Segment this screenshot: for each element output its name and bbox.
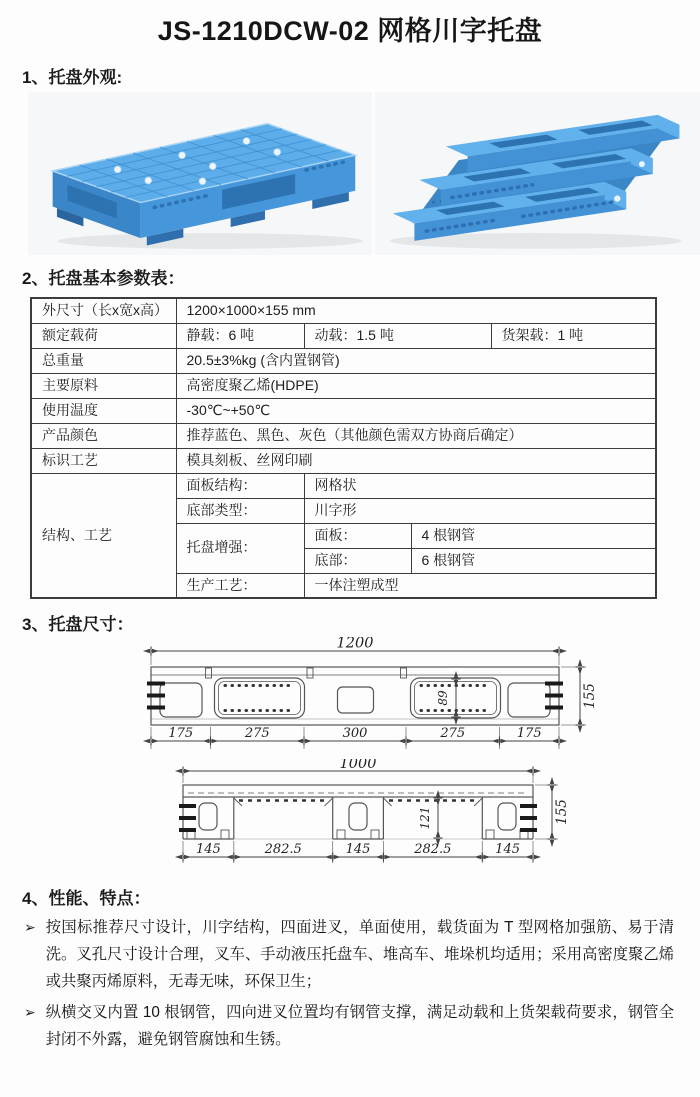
spec-material-label: 主要原料 bbox=[31, 373, 176, 398]
pallet-body-outline bbox=[151, 667, 559, 725]
spec-temp-label: 使用温度 bbox=[31, 398, 176, 423]
arrow-bullet-icon: ➢ bbox=[24, 919, 36, 935]
drawing-1200-svg bbox=[94, 637, 614, 759]
dim-seg-3: 300 bbox=[342, 726, 368, 741]
dim-inner-89: 89 bbox=[436, 690, 450, 706]
section-features-heading: 4、性能、特点： bbox=[22, 889, 151, 908]
spec-process-value: 一体注塑成型 bbox=[304, 573, 656, 598]
spec-table bbox=[30, 297, 657, 599]
spec-process-label: 生产工艺： bbox=[176, 573, 304, 598]
dim-seg-1: 145 bbox=[195, 842, 221, 857]
feature-text: 纵横交叉内置 10 根钢管，四向进叉位置均有钢管支撑，满足动载和上货架载荷要求，钢管全封闭不外露，避免钢管腐蚀和生锈。 bbox=[45, 1003, 674, 1048]
drawing-1000-svg bbox=[138, 759, 578, 875]
pocket-dot-rows bbox=[225, 686, 490, 711]
dim-seg-5: 175 bbox=[516, 726, 542, 741]
spec-reinforce-panel-value: 4 根钢管 bbox=[411, 523, 656, 548]
spec-bottom-type-label: 底部类型： bbox=[176, 498, 304, 523]
dim-seg-1: 175 bbox=[168, 726, 194, 741]
dim-seg-2: 275 bbox=[244, 726, 270, 741]
dim-seg-3: 145 bbox=[345, 842, 371, 857]
spec-reinforce-bottom-label: 底部： bbox=[304, 548, 411, 573]
dim-total-1200: 1200 bbox=[336, 637, 374, 652]
spec-marking-label: 标识工艺 bbox=[31, 448, 176, 473]
feature-text: 按国标推荐尺寸设计，川字结构，四面进叉，单面使用，载货面为 T 型网格加强筋、易于清洗。叉孔尺寸设计合理，叉车、手动液压托盘车、堆高车、堆垛机均适用；采用高密度聚乙烯或共聚丙烯原料，无毒无味，环保卫生； bbox=[45, 919, 674, 991]
side-vent-bars bbox=[179, 804, 537, 832]
spec-dynamic-load: 动载：1.5 吨 bbox=[304, 323, 491, 348]
spec-temp-value: -30℃~+50℃ bbox=[176, 398, 656, 423]
pallet-bottom-illustration bbox=[375, 92, 700, 250]
arrow-bullet-icon: ➢ bbox=[24, 1003, 36, 1020]
section-appearance-heading: 1、托盘外观: bbox=[22, 68, 123, 87]
spec-weight-label: 总重量 bbox=[31, 348, 176, 373]
section-dimensions-heading: 3、托盘尺寸： bbox=[22, 615, 134, 634]
dim-seg-5: 145 bbox=[495, 842, 521, 857]
section-parameters-heading: 2、托盘基本参数表： bbox=[22, 269, 185, 288]
spec-color-label: 产品颜色 bbox=[31, 423, 176, 448]
spec-material-value: 高密度聚乙烯(HDPE) bbox=[176, 373, 656, 398]
dimension-drawing-1200 bbox=[94, 637, 700, 759]
dim-height-155: 155 bbox=[582, 683, 598, 709]
dim-height-155: 155 bbox=[554, 799, 570, 825]
feature-item bbox=[24, 999, 674, 1053]
dimension-drawing-1000 bbox=[138, 759, 700, 875]
pallet-shadow bbox=[58, 233, 364, 249]
dim-inner-121: 121 bbox=[418, 806, 432, 830]
feature-item bbox=[24, 914, 674, 996]
spec-reinforce-label: 托盘增强： bbox=[176, 523, 304, 573]
spec-panel-structure-value: 网格状 bbox=[304, 473, 656, 498]
pallet-photos-row bbox=[28, 92, 700, 255]
pallet-section-outline bbox=[183, 785, 533, 839]
spec-static-load: 静载：6 吨 bbox=[176, 323, 304, 348]
spec-marking-value: 模具刻板、丝网印刷 bbox=[176, 448, 656, 473]
spec-outer-dim-label: 外尺寸（长x宽x高） bbox=[31, 298, 176, 323]
dim-seg-2: 282.5 bbox=[264, 842, 302, 857]
dim-total-1000: 1000 bbox=[339, 759, 377, 772]
page-title: JS-1210DCW-02 网格川字托盘 bbox=[157, 16, 543, 46]
spec-rack-load: 货架载：1 吨 bbox=[491, 323, 656, 348]
spec-panel-structure-label: 面板结构： bbox=[176, 473, 304, 498]
pallet-photo-bottom-view bbox=[375, 92, 700, 255]
spec-structure-label: 结构、工艺 bbox=[31, 473, 176, 598]
spec-color-value: 推荐蓝色、黑色、灰色（其他颜色需双方协商后确定） bbox=[176, 423, 656, 448]
spec-outer-dim-value: 1200×1000×155 mm bbox=[176, 298, 656, 323]
dim-seg-4: 282.5 bbox=[414, 842, 452, 857]
spec-weight-value: 20.5±3%kg (含内置钢管) bbox=[176, 348, 656, 373]
pallet-photo-top-view bbox=[28, 92, 372, 255]
dim-seg-4: 275 bbox=[440, 726, 466, 741]
spec-load-label: 额定载荷 bbox=[31, 323, 176, 348]
features-list bbox=[24, 914, 674, 1053]
spec-reinforce-bottom-value: 6 根钢管 bbox=[411, 548, 656, 573]
spec-bottom-type-value: 川字形 bbox=[304, 498, 656, 523]
pallet-top-illustration bbox=[28, 92, 372, 250]
spec-reinforce-panel-label: 面板： bbox=[304, 523, 411, 548]
